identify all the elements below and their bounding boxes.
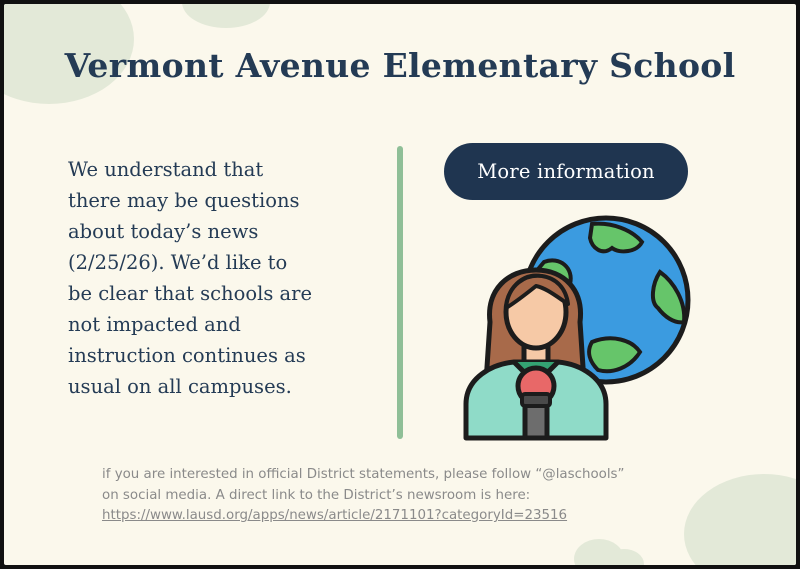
- message-line: about today’s news: [68, 220, 259, 243]
- decorative-blob: [182, 4, 270, 28]
- announcement-message: [68, 154, 368, 402]
- message-line: (2/25/26). We’d like to: [68, 251, 288, 274]
- news-reporter-globe-icon: [452, 212, 692, 444]
- vertical-divider: [397, 146, 403, 439]
- message-line: instruction continues as: [68, 344, 306, 367]
- footer-line: on social media. A direct link to the District’s newsroom is here:: [102, 487, 531, 503]
- message-line: usual on all campuses.: [68, 375, 292, 398]
- message-line: not impacted and: [68, 313, 241, 336]
- more-information-button[interactable]: More information: [444, 143, 688, 200]
- footer-line: if you are interested in official District statements, please follow “@laschools”: [102, 467, 625, 482]
- page-title: Vermont Avenue Elementary School: [64, 46, 736, 85]
- message-line: We understand that: [68, 158, 264, 181]
- announcement-card: [4, 4, 796, 565]
- message-line: there may be questions: [68, 189, 300, 212]
- message-line: be clear that schools are: [68, 282, 313, 305]
- footer-note: [102, 465, 722, 527]
- newsroom-link[interactable]: https://www.lausd.org/apps/news/article/2171101?categoryId=23516: [102, 508, 568, 523]
